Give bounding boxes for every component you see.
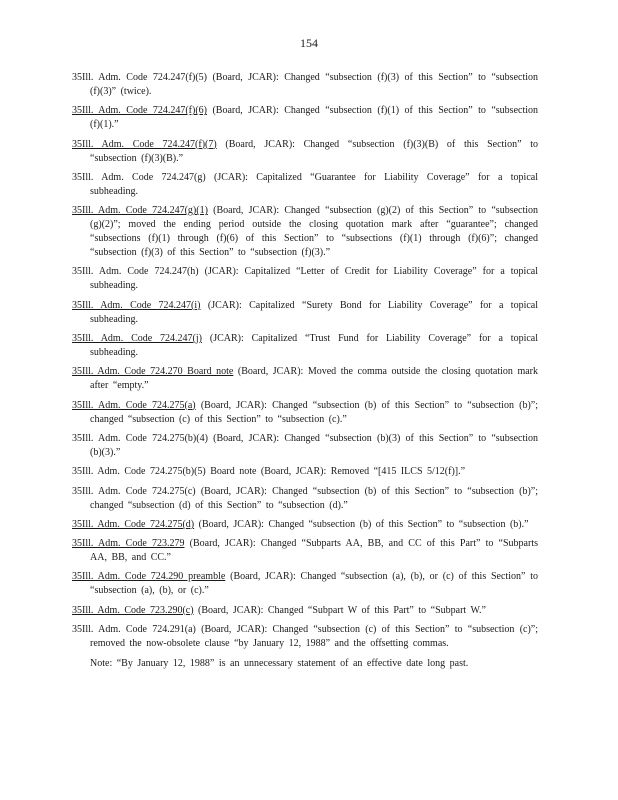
list-item (72, 518, 538, 532)
entry-ref: 35Ill. Adm. Code 723.290(c) (72, 604, 194, 616)
list-item (72, 365, 538, 393)
list-item (72, 299, 538, 327)
entry-ref: 35Ill. Adm. Code 724.291(a) (72, 624, 196, 636)
entry-ref: 35Ill. Adm. Code 724.247(i) (72, 299, 201, 311)
list-item (72, 204, 538, 260)
entry-text: (JCAR): Capitalized “Trust Fund for Liability Coverage” for a topical subheading. (90, 333, 538, 359)
list-item (72, 432, 538, 460)
entry-text: (Board, JCAR): Changed “Subpart W of this Part” to “Subpart W.” (198, 604, 486, 616)
entry-text: (Board, JCAR): Changed “Subparts AA, BB, and CC of this Part” to “Subparts AA, BB, and CC.” (90, 538, 538, 564)
entry-ref: 35Ill. Adm. Code 724.275(b)(5) Board note (72, 466, 257, 478)
entry-text: (Board, JCAR): Changed “subsection (c) of this Section” to “subsection (c)”; removed the now-obsolete clause “by January 12, 1988” and the offsetting commas. (90, 624, 539, 650)
entry-ref: 35Ill. Adm. Code 724.275(c) (72, 485, 196, 497)
entry-text: (JCAR): Capitalized “Guarantee for Liability Coverage” for a topical subheading. (90, 171, 538, 197)
entry-ref: 35Ill. Adm. Code 724.290 preamble (72, 571, 226, 583)
entry-text: (Board, JCAR): Changed “subsection (g)(2) of this Section” to “subsection (g)(2)”; moved the ending period outside the closing quotation mark after “guarantee”; changed “subsections (f)(1) through (f)(6) of this Section” to “subsections (f)(1) through (f)(6)”; changed “subsection (f)(3) of this Section” to “subsection (f)(3).” (90, 205, 539, 259)
entry-ref: 35Ill. Adm. Code 723.279 (72, 538, 185, 550)
list-item (72, 71, 538, 99)
entry-text: (Board, JCAR): Removed “[415 ILCS 5/12(f)].” (260, 466, 466, 478)
entry-text: (Board, JCAR): Changed “subsection (f)(3)(B) of this Section” to “subsection (f)(3)(B).” (90, 138, 539, 164)
entry-ref: 35Ill. Adm. Code 724.247(g)(1) (72, 205, 208, 217)
entry-ref: 35Ill. Adm. Code 724.275(d) (72, 518, 195, 530)
entry-ref: 35Ill. Adm. Code 724.247(j) (72, 333, 202, 345)
entry-text: (JCAR): Capitalized “Letter of Credit for Liability Coverage” for a topical subheading. (90, 266, 538, 292)
list-item (72, 138, 538, 166)
entry-ref: 35Ill. Adm. Code 724.275(a) (72, 399, 196, 411)
entry-text: (Board, JCAR): Changed “subsection (b) of this Section” to “subsection (b)”; changed “subsection (d) of this Section” to “subsection (d).” (90, 485, 539, 511)
entry-text: (Board, JCAR): Changed “subsection (b) of this Section” to “subsection (b)”; changed “subsection (c) of this Section” to “subsection (c).” (90, 399, 539, 425)
entry-text: (Board, JCAR): Changed “subsection (b)(3) of this Section” to “subsection (b)(3).” (90, 432, 539, 458)
page-number: 154 (300, 36, 318, 50)
list-item (72, 332, 538, 360)
list-item (72, 485, 538, 513)
list-item (72, 104, 538, 132)
entry-ref: 35Ill. Adm. Code 724.247(g) (72, 171, 206, 183)
list-item (72, 399, 538, 427)
entry-text: (Board, JCAR): Changed “subsection (f)(1) of this Section” to “subsection (f)(1).” (90, 105, 539, 131)
list-item (72, 570, 538, 598)
entries-list (72, 71, 538, 671)
entry-ref: 35Ill. Adm. Code 724.247(f)(7) (72, 138, 217, 150)
list-item (72, 623, 538, 651)
list-item (72, 537, 538, 565)
entry-text: (Board, JCAR): Changed “subsection (a), (b), or (c) of this Section” to “subsection (a), (b), or (c).” (90, 571, 538, 597)
entry-ref: 35Ill. Adm. Code 724.247(f)(6) (72, 105, 207, 117)
entry-text: (Board, JCAR): Changed “subsection (b) of this Section” to “subsection (b).” (198, 518, 529, 530)
list-item (72, 171, 538, 199)
list-item (72, 465, 538, 479)
entry-ref: 35Ill. Adm. Code 724.270 Board note (72, 366, 234, 378)
note-text: Note: “By January 12, 1988” is an unnecessary statement of an effective date long past. (90, 658, 469, 670)
entry-ref: 35Ill. Adm. Code 724.247(h) (72, 266, 199, 278)
list-item (72, 265, 538, 293)
entry-ref: 35Ill. Adm. Code 724.247(f)(5) (72, 72, 207, 83)
list-item (72, 604, 538, 618)
entry-text: (Board, JCAR): Moved the comma outside the closing quotation mark after “empty.” (90, 366, 539, 392)
entry-ref: 35Ill. Adm. Code 724.275(b)(4) (72, 432, 208, 444)
entry-text: (Board, JCAR): Changed “subsection (f)(3) of this Section” to “subsection (f)(3)” (twice). (90, 72, 539, 97)
entry-text: (JCAR): Capitalized “Surety Bond for Liability Coverage” for a topical subheading. (90, 299, 539, 325)
